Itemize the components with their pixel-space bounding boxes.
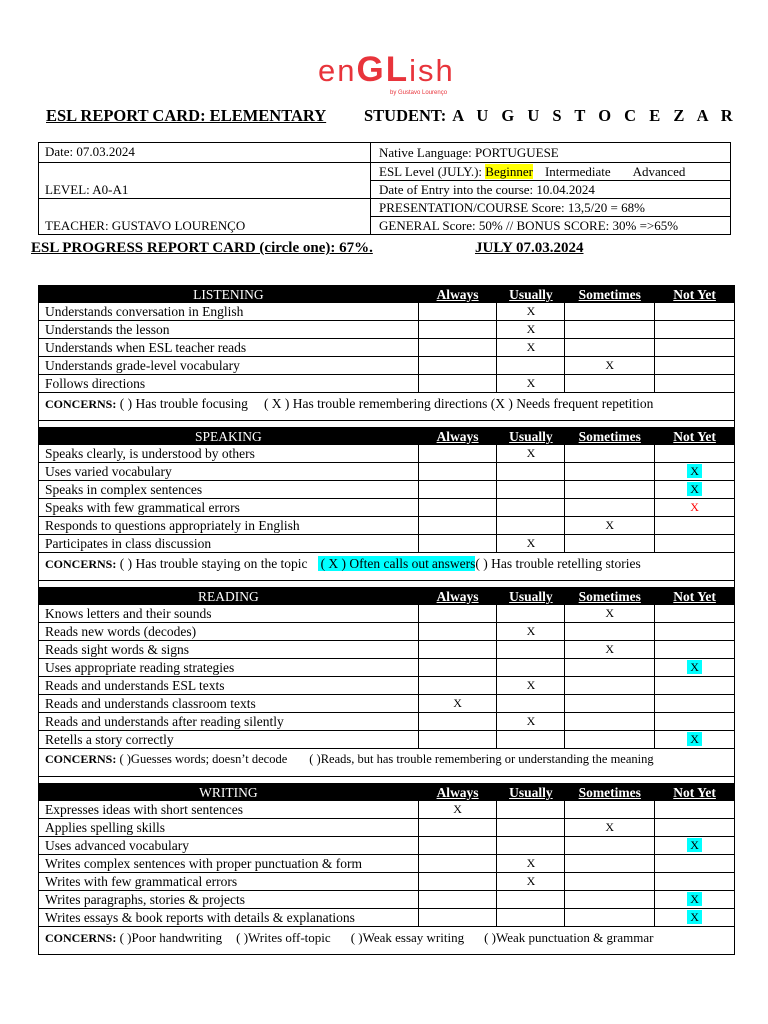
skill-label: Uses advanced vocabulary: [39, 837, 419, 855]
skill-label: Speaks clearly, is understood by others: [39, 445, 419, 463]
column-sometimes: Sometimes: [565, 428, 655, 445]
mark: X: [497, 623, 565, 641]
table-row: [39, 463, 735, 481]
table-row: [39, 713, 735, 731]
concerns-writing: [39, 927, 735, 955]
table-row: [39, 623, 735, 641]
concern-option: ( )Guesses words; doesn’t decode: [119, 752, 288, 766]
table-row: [39, 303, 735, 321]
mark: X: [497, 873, 565, 891]
concerns-listening: [39, 393, 735, 421]
column-not-yet: Not Yet: [655, 286, 735, 303]
table-row: [39, 445, 735, 463]
entry-date-cell: Date of Entry into the course: 10.04.2024: [371, 181, 731, 199]
mark: X: [687, 892, 702, 906]
skill-label: Reads sight words & signs: [39, 641, 419, 659]
concern-option: ( )Reads, but has trouble remembering or understanding the meaning: [309, 752, 654, 766]
report-title: ESL REPORT CARD: ELEMENTARY: [46, 106, 327, 125]
skill-label: Retells a story correctly: [39, 731, 419, 749]
skill-label: Uses appropriate reading strategies: [39, 659, 419, 677]
student-heading: [364, 106, 737, 126]
table-row: [39, 517, 735, 535]
progress-title: ESL PROGRESS REPORT CARD (circle one): 67%.: [31, 240, 373, 256]
esl-level-beginner: Beginner: [485, 164, 533, 179]
table-row: [39, 339, 735, 357]
mark: X: [565, 641, 655, 659]
student-label: STUDENT:: [364, 106, 447, 125]
concern-option: ( )Poor handwriting: [119, 930, 223, 945]
skill-label: Applies spelling skills: [39, 819, 419, 837]
mark: X: [497, 713, 565, 731]
skill-label: Follows directions: [39, 375, 419, 393]
section-header-speaking: [39, 428, 735, 445]
column-sometimes: Sometimes: [565, 286, 655, 303]
skill-label: Participates in class discussion: [39, 535, 419, 553]
mark: X: [655, 499, 735, 517]
table-row: [39, 375, 735, 393]
concerns-row: [39, 393, 735, 421]
concerns-reading: [39, 749, 735, 777]
skill-label: Understands grade-level vocabulary: [39, 357, 419, 375]
column-usually: Usually: [497, 784, 565, 801]
concern-option: ( X ) Often calls out: [318, 556, 432, 571]
table-row: [39, 819, 735, 837]
mark: X: [687, 838, 702, 852]
skill-label: Understands the lesson: [39, 321, 419, 339]
concerns-row: [39, 749, 735, 777]
student-name: A U G U S T O C E Z A R: [452, 106, 738, 125]
skill-label: Reads new words (decodes): [39, 623, 419, 641]
table-row: [39, 357, 735, 375]
skill-label: Knows letters and their sounds: [39, 605, 419, 623]
section-header-writing: [39, 784, 735, 801]
skill-label: Speaks in complex sentences: [39, 481, 419, 499]
logo-wordmark: [318, 52, 478, 89]
column-always: Always: [418, 588, 497, 605]
presentation-score-cell: PRESENTATION/COURSE Score: 13,5/20 = 68%: [371, 199, 731, 217]
mark: X: [687, 732, 702, 746]
column-not-yet: Not Yet: [655, 784, 735, 801]
table-row: [39, 873, 735, 891]
column-usually: Usually: [497, 286, 565, 303]
mark: X: [497, 375, 565, 393]
concern-option: ( )Writes off-topic: [236, 930, 331, 945]
mark: X: [497, 303, 565, 321]
mark: X: [687, 910, 702, 924]
skill-label: Speaks with few grammatical errors: [39, 499, 419, 517]
table-row: [39, 837, 735, 855]
concern-option: ( ) Has trouble retelling stories: [475, 556, 641, 571]
mark: X: [687, 482, 702, 496]
concerns-label: CONCERNS:: [45, 931, 117, 945]
skill-label: Understands conversation in English: [39, 303, 419, 321]
section-title: SPEAKING: [39, 428, 419, 445]
section-header-reading: [39, 588, 735, 605]
skill-label: Writes essays & book reports with details & explanations: [39, 909, 419, 927]
mark: X: [497, 321, 565, 339]
concern-option: (X ) Needs frequent repetition: [490, 396, 654, 411]
column-always: Always: [418, 784, 497, 801]
mark: X: [497, 445, 565, 463]
table-row: [39, 731, 735, 749]
info-table: [38, 142, 731, 235]
mark: X: [565, 605, 655, 623]
general-score-cell: GENERAL Score: 50% // BONUS SCORE: 30% =>65%: [371, 217, 731, 235]
progress-grid: [38, 285, 735, 955]
skill-label: Reads and understands classroom texts: [39, 695, 419, 713]
concerns-label: CONCERNS:: [45, 752, 117, 766]
table-row: [39, 855, 735, 873]
esl-level-advanced: Advanced: [632, 164, 686, 179]
logo-part: en: [318, 53, 357, 88]
esl-level-label: ESL Level (JULY.):: [379, 164, 483, 179]
concern-option: answers: [431, 556, 476, 571]
table-row: [39, 909, 735, 927]
skill-label: Understands when ESL teacher reads: [39, 339, 419, 357]
skill-label: Writes with few grammatical errors: [39, 873, 419, 891]
date-cell: Date: 07.03.2024: [39, 143, 371, 163]
mark: X: [418, 801, 497, 819]
teacher-cell: TEACHER: GUSTAVO LOURENÇO: [39, 199, 371, 235]
skill-label: Uses varied vocabulary: [39, 463, 419, 481]
concerns-row: [39, 927, 735, 955]
progress-date: JULY 07.03.2024: [475, 240, 584, 256]
mark: X: [687, 660, 702, 674]
progress-heading: [31, 240, 584, 257]
esl-level-intermediate: Intermediate: [544, 164, 611, 179]
concern-option: ( X ) Has trouble remembering directions: [263, 396, 488, 411]
table-row: [39, 891, 735, 909]
skill-label: Reads and understands ESL texts: [39, 677, 419, 695]
concerns-label: CONCERNS:: [45, 557, 117, 571]
column-sometimes: Sometimes: [565, 588, 655, 605]
mark: X: [418, 695, 497, 713]
concerns-label: CONCERNS:: [45, 397, 117, 411]
table-row: [39, 677, 735, 695]
table-row: [39, 535, 735, 553]
skill-label: Writes complex sentences with proper punctuation & form: [39, 855, 419, 873]
logo-part: ish: [409, 53, 455, 88]
column-always: Always: [418, 428, 497, 445]
skill-label: Expresses ideas with short sentences: [39, 801, 419, 819]
column-not-yet: Not Yet: [655, 588, 735, 605]
section-title: READING: [39, 588, 419, 605]
table-row: [39, 695, 735, 713]
section-header-listening: [39, 286, 735, 303]
logo-subtitle: by Gustavo Lourenço: [390, 90, 448, 96]
brand-logo: [318, 52, 478, 102]
section-title: WRITING: [39, 784, 419, 801]
table-row: [39, 605, 735, 623]
mark: X: [497, 535, 565, 553]
concern-option: ( ) Has trouble focusing: [119, 396, 248, 411]
table-row: [39, 641, 735, 659]
table-row: [39, 801, 735, 819]
column-usually: Usually: [497, 588, 565, 605]
table-row: [39, 659, 735, 677]
level-cell: LEVEL: A0-A1: [39, 163, 371, 199]
native-language-cell: Native Language: PORTUGUESE: [371, 143, 731, 163]
mark: X: [687, 464, 702, 478]
column-always: Always: [418, 286, 497, 303]
esl-level-cell: [371, 163, 731, 181]
skill-label: Reads and understands after reading silently: [39, 713, 419, 731]
concern-option: ( )Weak punctuation & grammar: [484, 930, 654, 945]
column-usually: Usually: [497, 428, 565, 445]
logo-part: GL: [356, 50, 410, 89]
concerns-speaking: [39, 553, 735, 581]
section-title: LISTENING: [39, 286, 419, 303]
concern-option: ( ) Has trouble staying on the topic: [119, 556, 308, 571]
skill-label: Writes paragraphs, stories & projects: [39, 891, 419, 909]
table-row: [39, 499, 735, 517]
mark: X: [565, 819, 655, 837]
table-row: [39, 321, 735, 339]
mark: X: [497, 339, 565, 357]
mark: X: [497, 855, 565, 873]
concern-option: ( )Weak essay writing: [350, 930, 465, 945]
table-row: [39, 481, 735, 499]
skill-label: Responds to questions appropriately in English: [39, 517, 419, 535]
column-not-yet: Not Yet: [655, 428, 735, 445]
mark: X: [497, 677, 565, 695]
concerns-row: [39, 553, 735, 581]
mark: X: [565, 517, 655, 535]
mark: X: [565, 357, 655, 375]
column-sometimes: Sometimes: [565, 784, 655, 801]
